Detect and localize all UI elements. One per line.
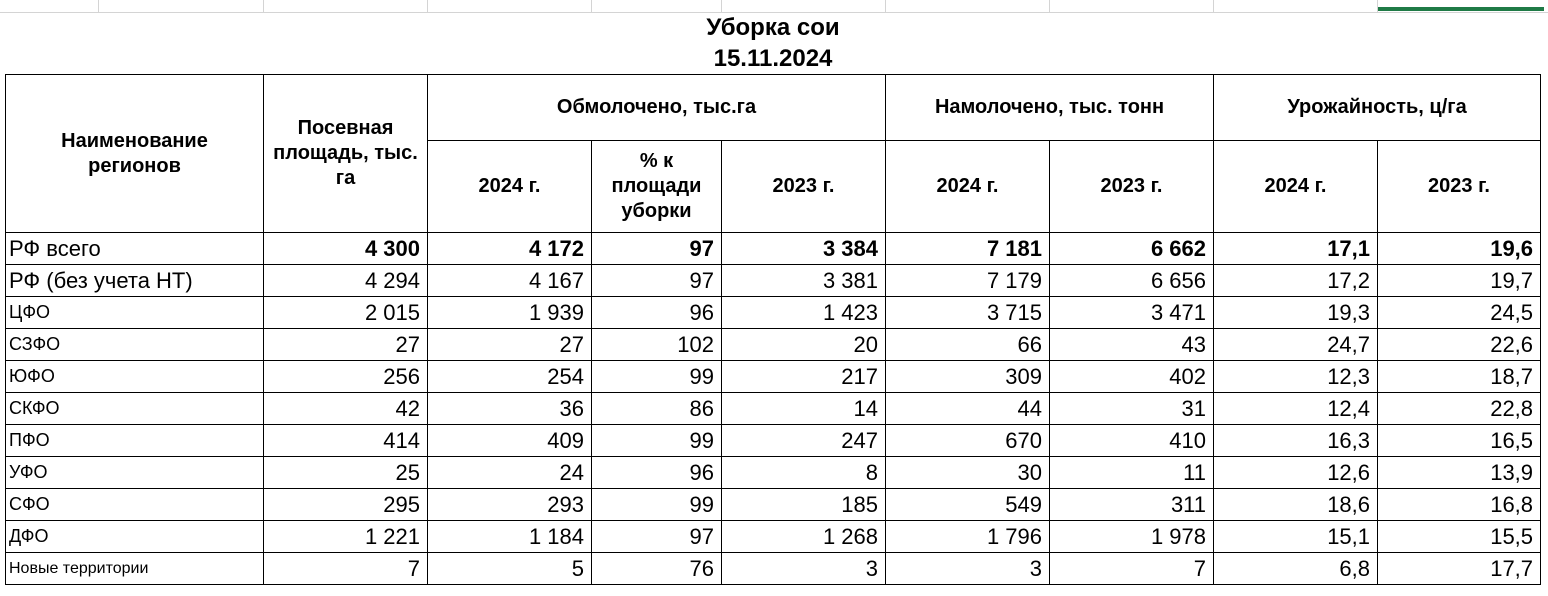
selected-cell-indicator	[1378, 7, 1544, 11]
cell-threshed-2024[interactable]: 24	[428, 457, 592, 489]
cell-yield-2024[interactable]: 24,7	[1214, 329, 1378, 361]
cell-yield-2023[interactable]: 19,6	[1378, 233, 1541, 265]
cell-harvested-2024[interactable]: 309	[886, 361, 1050, 393]
cell-pct-of-area[interactable]: 96	[592, 457, 722, 489]
cell-pct-of-area[interactable]: 97	[592, 521, 722, 553]
cell-harvested-2023[interactable]: 402	[1050, 361, 1214, 393]
cell-harvested-2024[interactable]: 66	[886, 329, 1050, 361]
region-name[interactable]: ЮФО	[6, 361, 264, 393]
region-name[interactable]: УФО	[6, 457, 264, 489]
cell-pct-of-area[interactable]: 97	[592, 233, 722, 265]
cell-harvested-2024[interactable]: 3 715	[886, 297, 1050, 329]
cell-threshed-2023[interactable]: 20	[722, 329, 886, 361]
cell-yield-2023[interactable]: 15,5	[1378, 521, 1541, 553]
cell-yield-2024[interactable]: 17,2	[1214, 265, 1378, 297]
cell-yield-2024[interactable]: 12,4	[1214, 393, 1378, 425]
header-yield-2023[interactable]: 2023 г.	[1378, 141, 1541, 233]
cell-threshed-2024[interactable]: 4 172	[428, 233, 592, 265]
cell-pct-of-area[interactable]: 96	[592, 297, 722, 329]
cell-harvested-2024[interactable]: 549	[886, 489, 1050, 521]
cell-yield-2024[interactable]: 16,3	[1214, 425, 1378, 457]
header-yield-2024[interactable]: 2024 г.	[1214, 141, 1378, 233]
region-name[interactable]: РФ (без учета НТ)	[6, 265, 264, 297]
cell-yield-2023[interactable]: 13,9	[1378, 457, 1541, 489]
cell-threshed-2024[interactable]: 254	[428, 361, 592, 393]
header-harvested[interactable]: Намолочено, тыс. тонн	[886, 75, 1214, 141]
header-pct-of-area[interactable]: % к площади уборки	[592, 141, 722, 233]
cell-threshed-2023[interactable]: 8	[722, 457, 886, 489]
cell-threshed-2023[interactable]: 247	[722, 425, 886, 457]
cell-harvested-2024[interactable]: 3	[886, 553, 1050, 585]
cell-yield-2024[interactable]: 6,8	[1214, 553, 1378, 585]
cell-pct-of-area[interactable]: 99	[592, 425, 722, 457]
header-region[interactable]: Наименование регионов	[6, 75, 264, 233]
cell-sown-area[interactable]: 414	[264, 425, 428, 457]
header-threshed-2023[interactable]: 2023 г.	[722, 141, 886, 233]
header-harvested-2023[interactable]: 2023 г.	[1050, 141, 1214, 233]
cell-yield-2024[interactable]: 12,3	[1214, 361, 1378, 393]
table-row	[6, 233, 1541, 265]
cell-pct-of-area[interactable]: 99	[592, 361, 722, 393]
cell-yield-2023[interactable]: 16,8	[1378, 489, 1541, 521]
table-row	[6, 297, 1541, 329]
cell-threshed-2023[interactable]: 1 268	[722, 521, 886, 553]
region-name[interactable]: ПФО	[6, 425, 264, 457]
cell-harvested-2023[interactable]: 7	[1050, 553, 1214, 585]
cell-harvested-2024[interactable]: 7 179	[886, 265, 1050, 297]
cell-yield-2023[interactable]: 17,7	[1378, 553, 1541, 585]
cell-harvested-2023[interactable]: 410	[1050, 425, 1214, 457]
cell-yield-2024[interactable]: 17,1	[1214, 233, 1378, 265]
cell-harvested-2023[interactable]: 311	[1050, 489, 1214, 521]
header-harvested-2024[interactable]: 2024 г.	[886, 141, 1050, 233]
header-threshed[interactable]: Обмолочено, тыс.га	[428, 75, 886, 141]
cell-yield-2024[interactable]: 12,6	[1214, 457, 1378, 489]
cell-sown-area[interactable]: 2 015	[264, 297, 428, 329]
cell-harvested-2023[interactable]: 6 656	[1050, 265, 1214, 297]
cell-yield-2023[interactable]: 22,6	[1378, 329, 1541, 361]
cell-pct-of-area[interactable]: 86	[592, 393, 722, 425]
cell-pct-of-area[interactable]: 76	[592, 553, 722, 585]
cell-threshed-2023[interactable]: 185	[722, 489, 886, 521]
cell-pct-of-area[interactable]: 97	[592, 265, 722, 297]
header-threshed-2024[interactable]: 2024 г.	[428, 141, 592, 233]
harvest-table	[5, 74, 1541, 585]
table-row	[6, 329, 1541, 361]
cell-sown-area[interactable]: 7	[264, 553, 428, 585]
cell-harvested-2023[interactable]: 3 471	[1050, 297, 1214, 329]
cell-pct-of-area[interactable]: 102	[592, 329, 722, 361]
table-row	[6, 489, 1541, 521]
cell-sown-area[interactable]: 256	[264, 361, 428, 393]
region-name[interactable]: РФ всего	[6, 233, 264, 265]
cell-threshed-2023[interactable]: 3 384	[722, 233, 886, 265]
table-row	[6, 393, 1541, 425]
header-yield[interactable]: Урожайность, ц/га	[1214, 75, 1541, 141]
region-name[interactable]: СЗФО	[6, 329, 264, 361]
cell-sown-area[interactable]: 25	[264, 457, 428, 489]
region-name[interactable]: ДФО	[6, 521, 264, 553]
table-row	[6, 457, 1541, 489]
cell-threshed-2024[interactable]: 27	[428, 329, 592, 361]
cell-threshed-2024[interactable]: 293	[428, 489, 592, 521]
cell-threshed-2024[interactable]: 1 939	[428, 297, 592, 329]
cell-yield-2023[interactable]: 24,5	[1378, 297, 1541, 329]
cell-sown-area[interactable]: 295	[264, 489, 428, 521]
table-row	[6, 553, 1541, 585]
report-date: 15.11.2024	[713, 45, 833, 72]
cell-harvested-2024[interactable]: 1 796	[886, 521, 1050, 553]
cell-sown-area[interactable]: 42	[264, 393, 428, 425]
table-title: Уборка сои	[706, 14, 840, 41]
cell-threshed-2024[interactable]: 5	[428, 553, 592, 585]
cell-threshed-2024[interactable]: 36	[428, 393, 592, 425]
cell-sown-area[interactable]: 4 300	[264, 233, 428, 265]
cell-yield-2023[interactable]: 16,5	[1378, 425, 1541, 457]
cell-sown-area[interactable]: 27	[264, 329, 428, 361]
cell-harvested-2024[interactable]: 30	[886, 457, 1050, 489]
cell-threshed-2023[interactable]: 3 381	[722, 265, 886, 297]
cell-yield-2024[interactable]: 15,1	[1214, 521, 1378, 553]
cell-pct-of-area[interactable]: 99	[592, 489, 722, 521]
table-row	[6, 521, 1541, 553]
cell-threshed-2023[interactable]: 14	[722, 393, 886, 425]
cell-yield-2024[interactable]: 18,6	[1214, 489, 1378, 521]
cell-yield-2023[interactable]: 19,7	[1378, 265, 1541, 297]
cell-harvested-2023[interactable]: 6 662	[1050, 233, 1214, 265]
table-row	[6, 265, 1541, 297]
cell-threshed-2024[interactable]: 409	[428, 425, 592, 457]
cell-threshed-2024[interactable]: 4 167	[428, 265, 592, 297]
cell-harvested-2023[interactable]: 43	[1050, 329, 1214, 361]
title-block[interactable]	[6, 12, 1540, 74]
cell-sown-area[interactable]: 4 294	[264, 265, 428, 297]
cell-harvested-2024[interactable]: 670	[886, 425, 1050, 457]
region-name[interactable]: Новые территории	[6, 553, 264, 585]
cell-yield-2024[interactable]: 19,3	[1214, 297, 1378, 329]
cell-yield-2023[interactable]: 18,7	[1378, 361, 1541, 393]
cell-harvested-2023[interactable]: 11	[1050, 457, 1214, 489]
cell-harvested-2024[interactable]: 7 181	[886, 233, 1050, 265]
cell-yield-2023[interactable]: 22,8	[1378, 393, 1541, 425]
table-row	[6, 361, 1541, 393]
cell-threshed-2023[interactable]: 1 423	[722, 297, 886, 329]
cell-harvested-2023[interactable]: 1 978	[1050, 521, 1214, 553]
cell-sown-area[interactable]: 1 221	[264, 521, 428, 553]
cell-threshed-2023[interactable]: 3	[722, 553, 886, 585]
region-name[interactable]: СФО	[6, 489, 264, 521]
cell-threshed-2023[interactable]: 217	[722, 361, 886, 393]
table-row	[6, 425, 1541, 457]
cell-harvested-2024[interactable]: 44	[886, 393, 1050, 425]
header-sown-area[interactable]: Посевная площадь, тыс. га	[264, 75, 428, 233]
region-name[interactable]: ЦФО	[6, 297, 264, 329]
region-name[interactable]: СКФО	[6, 393, 264, 425]
cell-threshed-2024[interactable]: 1 184	[428, 521, 592, 553]
cell-harvested-2023[interactable]: 31	[1050, 393, 1214, 425]
